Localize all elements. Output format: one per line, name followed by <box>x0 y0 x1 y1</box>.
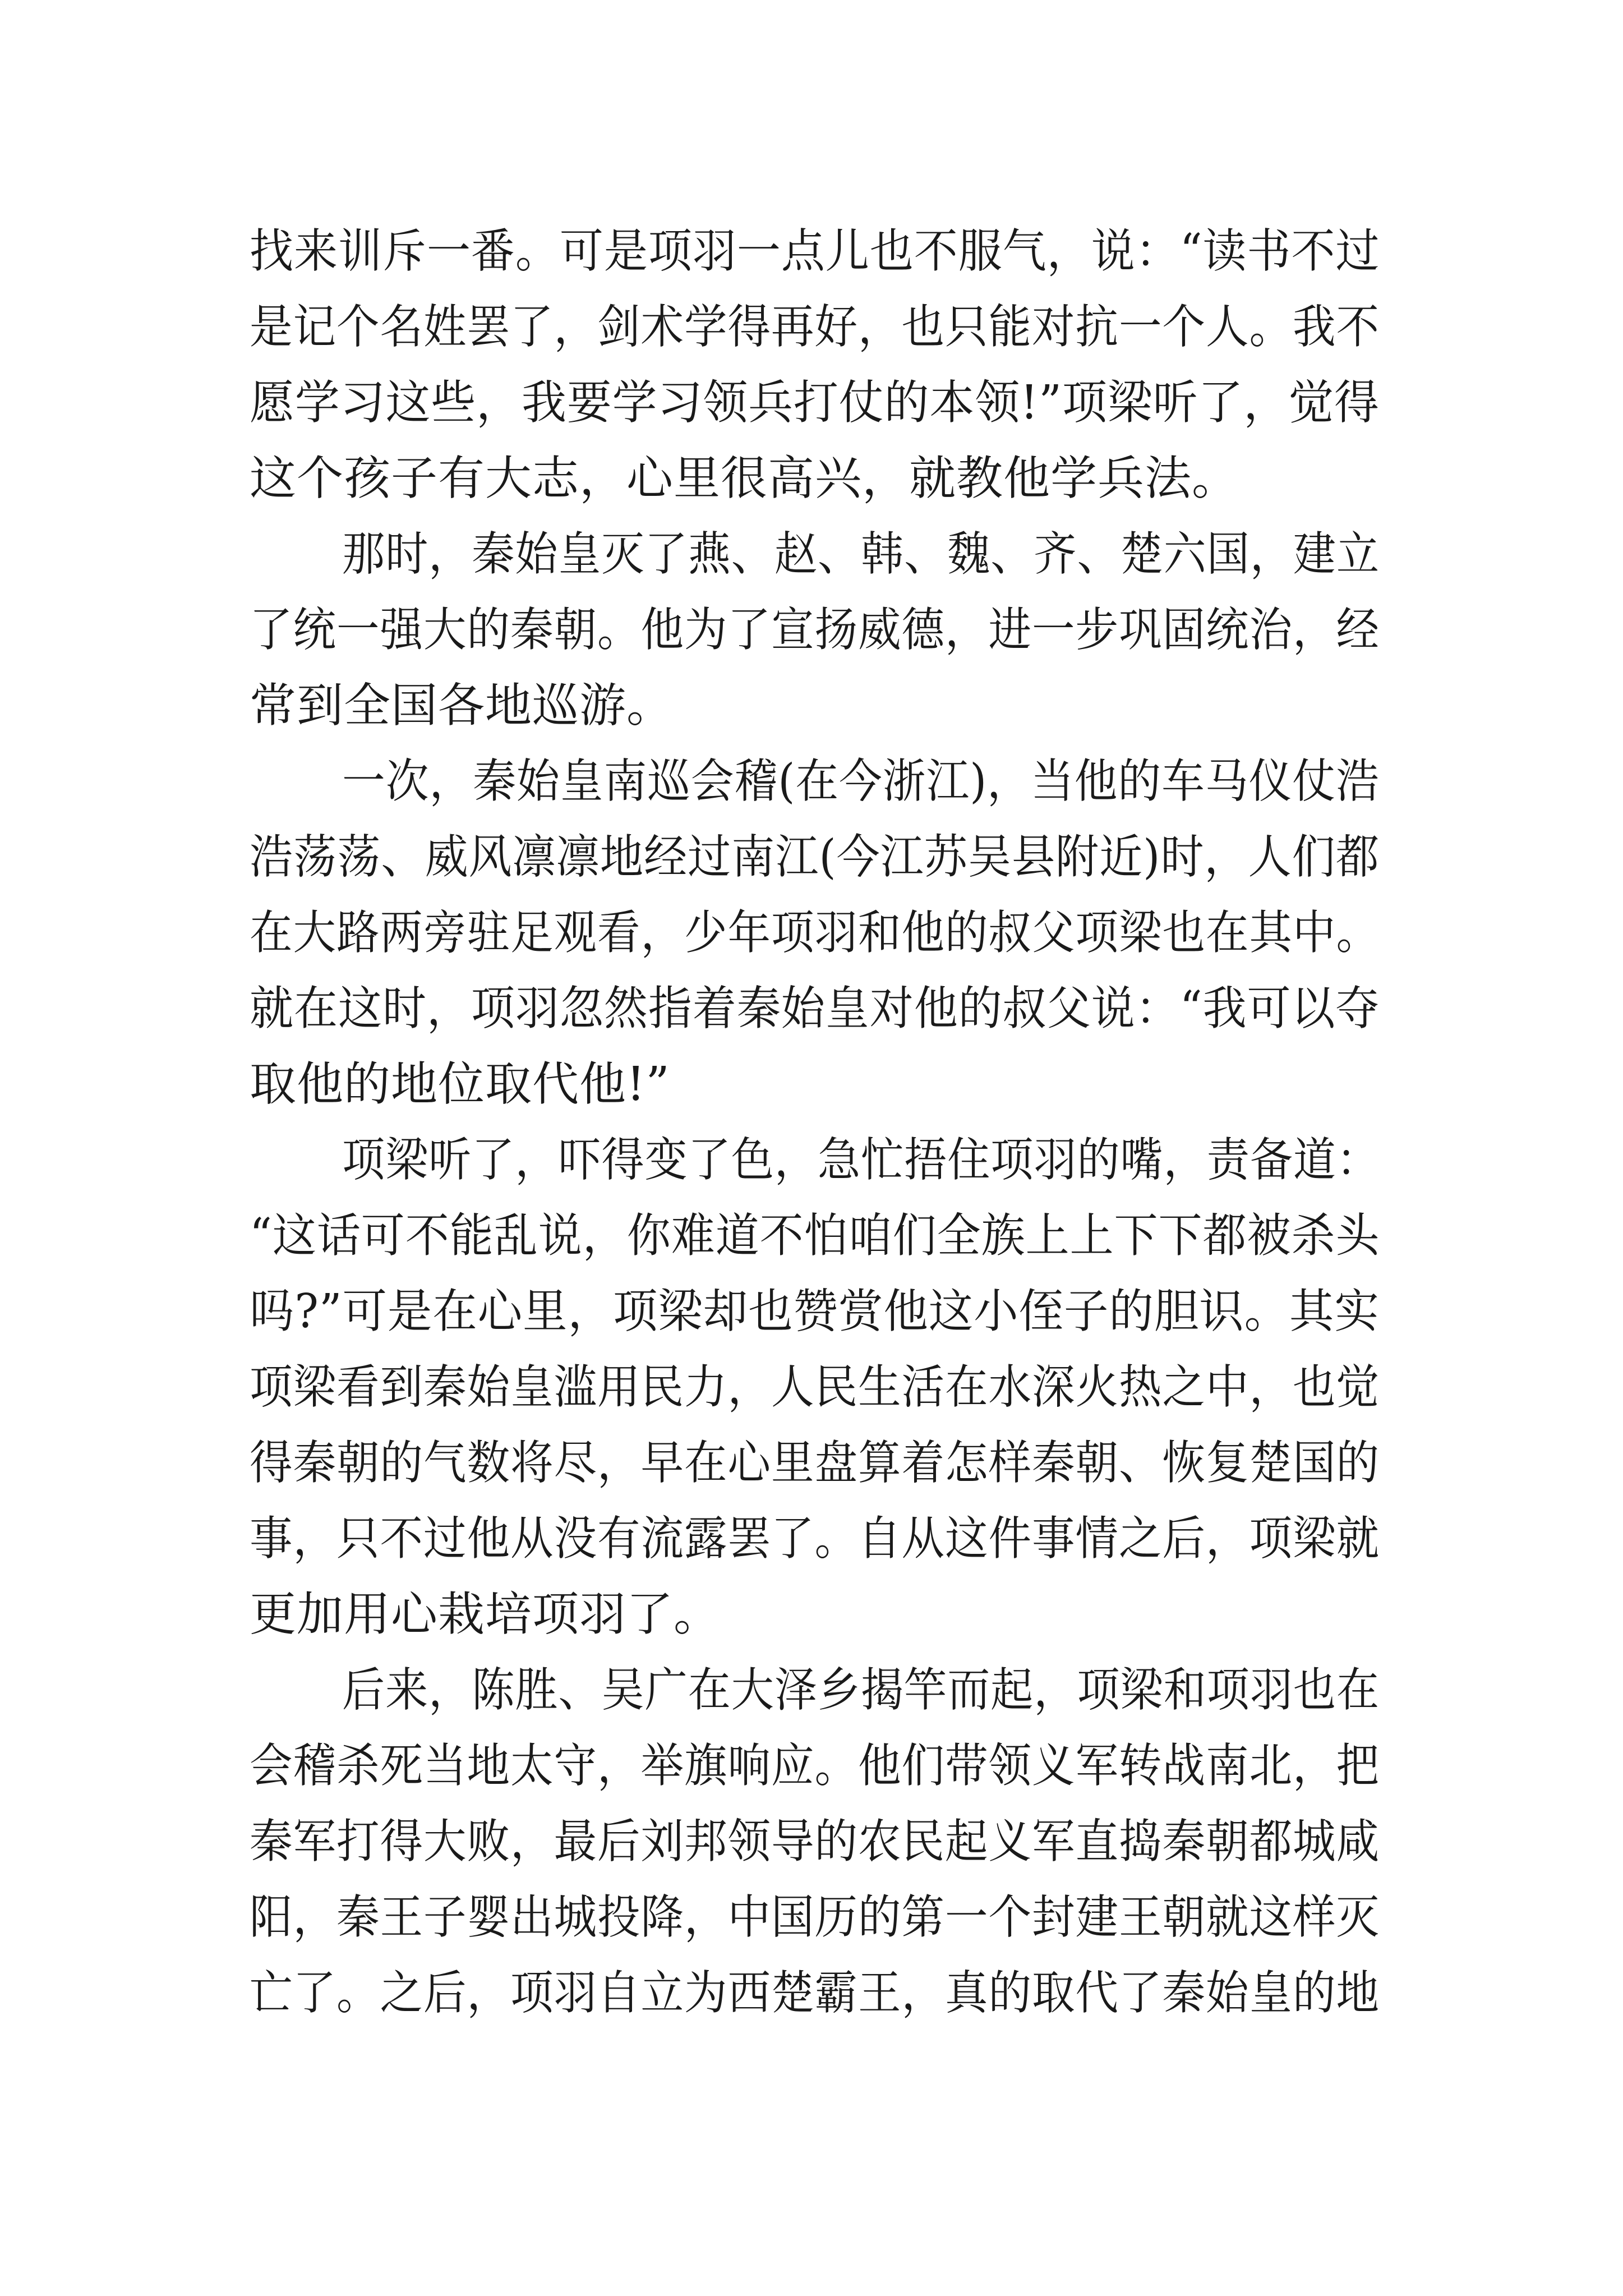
text-line: 取他的地位取代他!” <box>250 1057 670 1111</box>
text-line: 找来训斥一番。可是项羽一点儿也不服气，说：“读书不过 <box>250 224 1380 278</box>
text-line: 是记个名姓罢了，剑术学得再好，也只能对抗一个人。我不 <box>250 300 1380 354</box>
text-line: 亡了。之后，项羽自立为西楚霸王，真的取代了秦始皇的地 <box>250 1966 1380 2020</box>
text-line: 这个孩子有大志，心里很高兴，就教他学兵法。 <box>250 451 1239 505</box>
text-line: 得秦朝的气数将尽，早在心里盘算着怎样秦朝、恢复楚国的 <box>250 1435 1380 1490</box>
text-line: 秦军打得大败，最后刘邦领导的农民起义军直捣秦朝都城咸 <box>250 1814 1380 1869</box>
text-line: 会稽杀死当地太守，举旗响应。他们带领义军转战南北，把 <box>250 1738 1380 1793</box>
text-line: “这话可不能乱说，你难道不怕咱们全族上上下下都被杀头 <box>250 1208 1380 1263</box>
text-line: 阳，秦王子婴出城投降，中国历的第一个封建王朝就这样灭 <box>250 1890 1380 1944</box>
text-line: 项梁听了，吓得变了色，急忙捂住项羽的嘴，责备道： <box>342 1133 1380 1187</box>
text-line: 项梁看到秦始皇滥用民力，人民生活在水深火热之中，也觉 <box>250 1360 1380 1414</box>
text-line: 常到全国各地巡游。 <box>250 678 674 733</box>
text-line: 更加用心栽培项羽了。 <box>250 1587 721 1641</box>
text-line: 那时，秦始皇灭了燕、赵、韩、魏、齐、楚六国，建立 <box>342 527 1380 581</box>
text-line: 浩荡荡、威风凛凛地经过南江(今江苏吴县附近)时，人们都 <box>250 830 1380 884</box>
text-line: 就在这时，项羽忽然指着秦始皇对他的叔父说：“我可以夺 <box>250 981 1380 1036</box>
text-line: 在大路两旁驻足观看，少年项羽和他的叔父项梁也在其中。 <box>250 905 1380 960</box>
text-line: 后来，陈胜、吴广在大泽乡揭竿而起，项梁和项羽也在 <box>342 1663 1380 1717</box>
text-line: 事，只不过他从没有流露罢了。自从这件事情之后，项梁就 <box>250 1511 1380 1566</box>
text-line: 吗?”可是在心里，项梁却也赞赏他这小侄子的胆识。其实 <box>250 1284 1380 1338</box>
text-line: 愿学习这些，我要学习领兵打仗的本领!”项梁听了，觉得 <box>250 375 1380 430</box>
text-line: 一次，秦始皇南巡会稽(在今浙江)，当他的车马仪仗浩 <box>342 754 1380 808</box>
text-line: 了统一强大的秦朝。他为了宣扬威德，进一步巩固统治，经 <box>250 602 1380 657</box>
